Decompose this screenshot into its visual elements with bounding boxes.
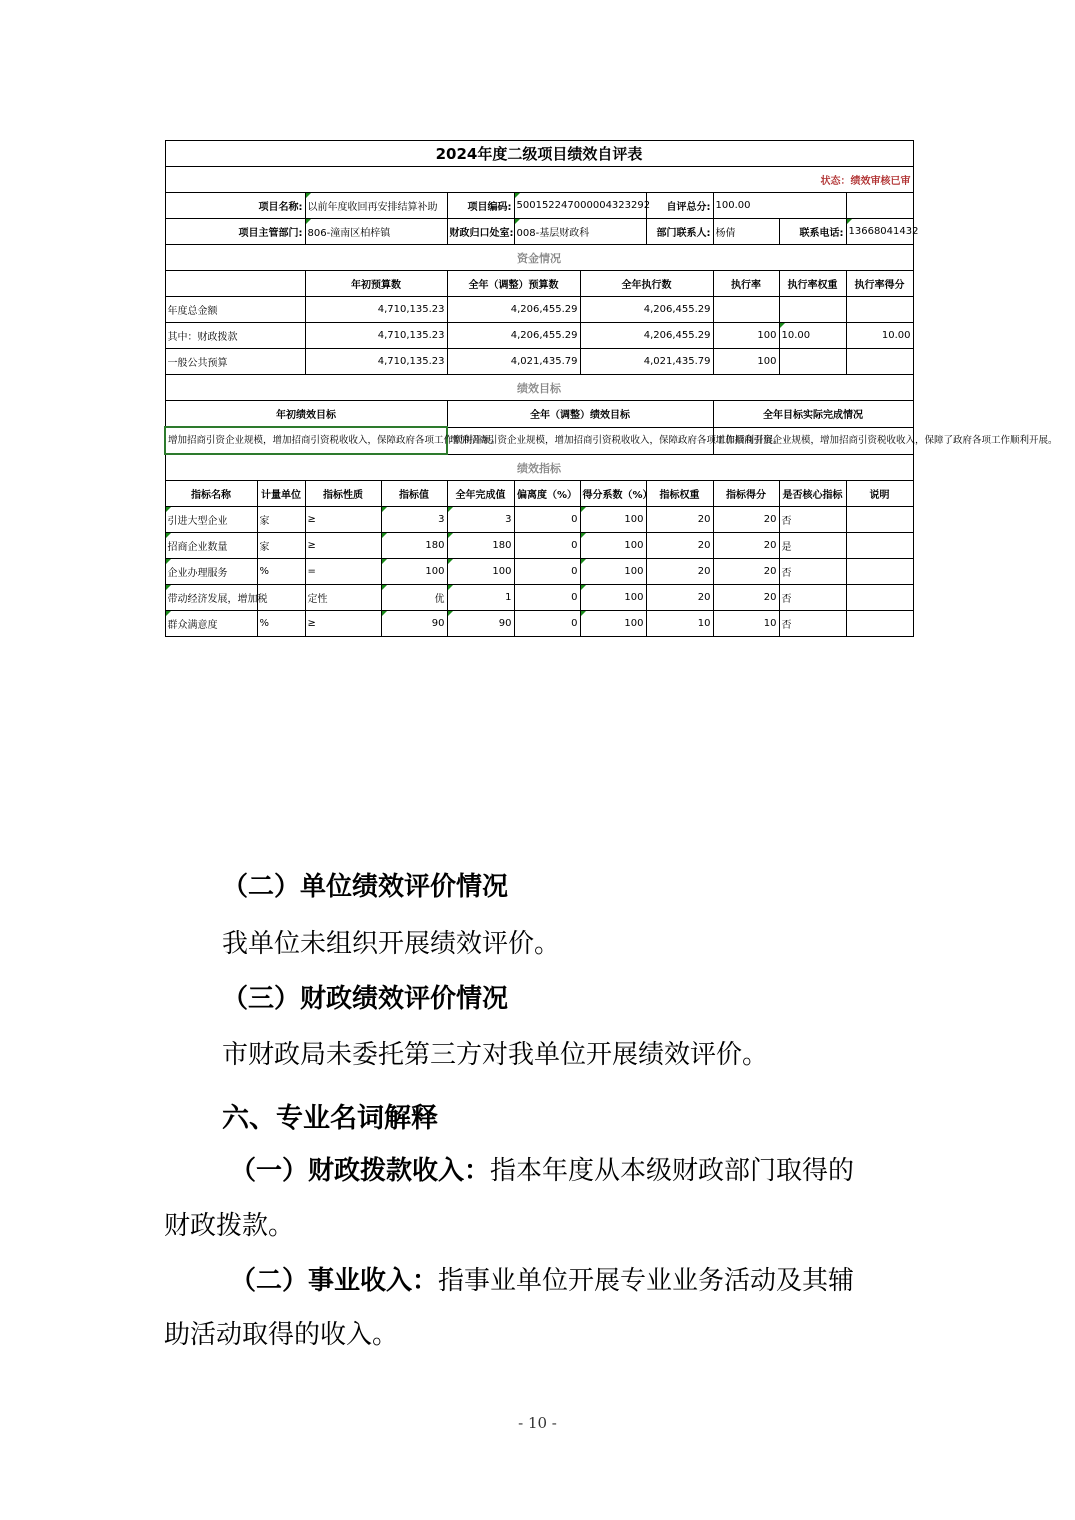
goal-initial-text: 增加招商引资企业规模，增加招商引资税收收入，保障政府各项工作顺利开展。 xyxy=(165,427,447,454)
indicator-note xyxy=(846,585,913,611)
indicator-header: 说明 xyxy=(846,481,913,507)
funds-executed: 4,021,435.79 xyxy=(580,349,713,375)
empty-cell xyxy=(846,193,913,219)
status-badge: 状态：绩效审核已审 xyxy=(165,167,913,193)
indicator-nature: = xyxy=(305,559,381,585)
indicator-unit: % xyxy=(257,559,305,585)
indicator-deviation: 0 xyxy=(514,611,580,637)
term-1-text: 指本年度从本级财政部门取得的 xyxy=(490,1156,855,1186)
funds-row xyxy=(165,349,913,375)
contact-value: 杨倩 xyxy=(713,219,779,245)
term-1-label: （一）财政拨款收入： xyxy=(230,1156,491,1186)
heading-finance-evaluation: （三）财政绩效评价情况 xyxy=(222,984,509,1014)
indicator-header: 偏离度（%） xyxy=(514,481,580,507)
term-2-line-1 xyxy=(230,1260,854,1297)
goal-header: 全年目标实际完成情况 xyxy=(713,401,913,428)
funds-executed: 4,206,455.29 xyxy=(580,297,713,323)
indicator-weight: 20 xyxy=(646,585,713,611)
indicator-name: 引进大型企业 xyxy=(165,507,257,533)
funds-row xyxy=(165,323,913,349)
dept-value: 806-潼南区柏梓镇 xyxy=(305,219,447,245)
funds-header-blank xyxy=(165,271,305,297)
contact-label: 部门联系人: xyxy=(646,219,713,245)
indicator-coefficient: 100 xyxy=(580,507,646,533)
heading-terms: 六、专业名词解释 xyxy=(222,1103,438,1134)
indicator-note xyxy=(846,507,913,533)
indicator-header: 全年完成值 xyxy=(447,481,514,507)
funds-weight xyxy=(779,349,846,375)
indicator-header: 指标得分 xyxy=(713,481,779,507)
self-score-label: 自评总分: xyxy=(646,193,713,219)
funds-adjusted: 4,021,435.79 xyxy=(447,349,580,375)
indicator-header: 指标名称 xyxy=(165,481,257,507)
indicator-header: 得分系数（%） xyxy=(580,481,646,507)
funds-row-name: 年度总金额 xyxy=(165,297,305,323)
project-code-label: 项目编码: xyxy=(447,193,514,219)
phone-value: 13668041432 xyxy=(846,219,913,245)
indicator-score: 20 xyxy=(713,507,779,533)
goal-adjusted-text: 增加招商引资企业规模，增加招商引资税收收入，保障政府各项工作顺利开展。 xyxy=(447,427,713,454)
heading-unit-evaluation: （二）单位绩效评价情况 xyxy=(222,872,509,902)
goal-header: 全年（调整）绩效目标 xyxy=(447,401,713,428)
funds-score: 10.00 xyxy=(846,323,913,349)
indicator-score: 20 xyxy=(713,533,779,559)
table-title: 2024年度二级项目绩效自评表 xyxy=(165,141,913,167)
indicator-value: 优 xyxy=(381,585,447,611)
funds-score xyxy=(846,349,913,375)
indicator-note xyxy=(846,559,913,585)
funds-header: 全年执行数 xyxy=(580,271,713,297)
term-2-text: 指事业单位开展专业业务活动及其辅 xyxy=(438,1266,855,1296)
indicator-nature: ≥ xyxy=(305,533,381,559)
term-1-line-2: 财政拨款。 xyxy=(164,1211,295,1241)
finance-office-value: 008-基层财政科 xyxy=(514,219,646,245)
indicator-row xyxy=(165,559,913,585)
indicator-deviation: 0 xyxy=(514,585,580,611)
paragraph-finance-evaluation: 市财政局未委托第三方对我单位开展绩效评价。 xyxy=(222,1040,769,1070)
project-name-label: 项目名称: xyxy=(165,193,305,219)
indicator-value: 90 xyxy=(381,611,447,637)
funds-section-heading: 资金情况 xyxy=(165,245,913,271)
funds-executed: 4,206,455.29 xyxy=(580,323,713,349)
funds-weight xyxy=(779,297,846,323)
indicator-weight: 20 xyxy=(646,507,713,533)
indicator-score: 10 xyxy=(713,611,779,637)
indicator-value: 100 xyxy=(381,559,447,585)
indicator-deviation: 0 xyxy=(514,533,580,559)
funds-header: 执行率权重 xyxy=(779,271,846,297)
indicator-core: 否 xyxy=(779,611,846,637)
term-2-line-2: 助活动取得的收入。 xyxy=(164,1320,399,1350)
funds-header: 年初预算数 xyxy=(305,271,447,297)
funds-rate xyxy=(713,297,779,323)
indicator-coefficient: 100 xyxy=(580,585,646,611)
indicator-done: 3 xyxy=(447,507,514,533)
dept-label: 项目主管部门: xyxy=(165,219,305,245)
project-name-value: 以前年度收回再安排结算补助 xyxy=(305,193,447,219)
indicator-nature: ≥ xyxy=(305,507,381,533)
indicator-value: 180 xyxy=(381,533,447,559)
indicator-row xyxy=(165,533,913,559)
indicator-nature: ≥ xyxy=(305,611,381,637)
indicator-row xyxy=(165,585,913,611)
indicator-done: 90 xyxy=(447,611,514,637)
indicator-core: 否 xyxy=(779,559,846,585)
indicator-header: 计量单位 xyxy=(257,481,305,507)
indicator-coefficient: 100 xyxy=(580,611,646,637)
indicator-value: 3 xyxy=(381,507,447,533)
indicator-unit: 家 xyxy=(257,533,305,559)
indicator-coefficient: 100 xyxy=(580,559,646,585)
indicators-section-heading: 绩效指标 xyxy=(165,454,913,481)
indicator-note xyxy=(846,533,913,559)
funds-weight: 10.00 xyxy=(779,323,846,349)
indicator-row xyxy=(165,507,913,533)
indicator-deviation: 0 xyxy=(514,507,580,533)
funds-header: 执行率 xyxy=(713,271,779,297)
indicator-header: 指标性质 xyxy=(305,481,381,507)
goal-header: 年初绩效目标 xyxy=(165,401,447,428)
indicator-weight: 20 xyxy=(646,533,713,559)
performance-table-sheet xyxy=(164,140,1058,734)
term-2-label: （二）事业收入： xyxy=(230,1266,439,1296)
funds-initial: 4,710,135.23 xyxy=(305,349,447,375)
funds-header: 执行率得分 xyxy=(846,271,913,297)
funds-adjusted: 4,206,455.29 xyxy=(447,297,580,323)
indicator-header: 是否核心指标 xyxy=(779,481,846,507)
indicator-nature: 定性 xyxy=(305,585,381,611)
performance-self-evaluation-table xyxy=(164,140,1058,637)
self-score-value: 100.00 xyxy=(713,193,846,219)
project-code-value: 500152247000004323292 xyxy=(514,193,646,219)
indicator-score: 20 xyxy=(713,559,779,585)
funds-score xyxy=(846,297,913,323)
indicator-core: 否 xyxy=(779,585,846,611)
indicator-done: 180 xyxy=(447,533,514,559)
indicator-name: 招商企业数量 xyxy=(165,533,257,559)
page-number: - 10 - xyxy=(518,1414,557,1432)
goals-section-heading: 绩效目标 xyxy=(165,375,913,401)
funds-rate: 100 xyxy=(713,349,779,375)
indicator-row xyxy=(165,611,913,637)
indicator-name: 带动经济发展，增加税 xyxy=(165,585,257,611)
indicator-header: 指标值 xyxy=(381,481,447,507)
funds-row-name: 一般公共预算 xyxy=(165,349,305,375)
indicator-done: 1 xyxy=(447,585,514,611)
indicator-name: 群众满意度 xyxy=(165,611,257,637)
indicator-note xyxy=(846,611,913,637)
funds-rate: 100 xyxy=(713,323,779,349)
indicator-deviation: 0 xyxy=(514,559,580,585)
indicator-unit: 家 xyxy=(257,507,305,533)
paragraph-unit-evaluation: 我单位未组织开展绩效评价。 xyxy=(222,929,561,959)
indicator-weight: 20 xyxy=(646,559,713,585)
funds-adjusted: 4,206,455.29 xyxy=(447,323,580,349)
indicator-name: 企业办理服务 xyxy=(165,559,257,585)
funds-initial: 4,710,135.23 xyxy=(305,323,447,349)
indicator-coefficient: 100 xyxy=(580,533,646,559)
funds-row-name: 其中：财政拨款 xyxy=(165,323,305,349)
goal-actual-text: 增加招商引资企业规模，增加招商引资税收收入，保障了政府各项工作顺利开展。 xyxy=(713,427,913,454)
funds-initial: 4,710,135.23 xyxy=(305,297,447,323)
indicator-weight: 10 xyxy=(646,611,713,637)
indicator-header: 指标权重 xyxy=(646,481,713,507)
funds-row xyxy=(165,297,913,323)
indicator-core: 否 xyxy=(779,507,846,533)
finance-office-label: 财政归口处室: xyxy=(447,219,514,245)
indicator-score: 20 xyxy=(713,585,779,611)
indicator-unit: % xyxy=(257,611,305,637)
indicator-done: 100 xyxy=(447,559,514,585)
indicator-core: 是 xyxy=(779,533,846,559)
funds-header: 全年（调整）预算数 xyxy=(447,271,580,297)
term-1-line-1 xyxy=(230,1150,854,1187)
phone-label: 联系电话: xyxy=(779,219,846,245)
